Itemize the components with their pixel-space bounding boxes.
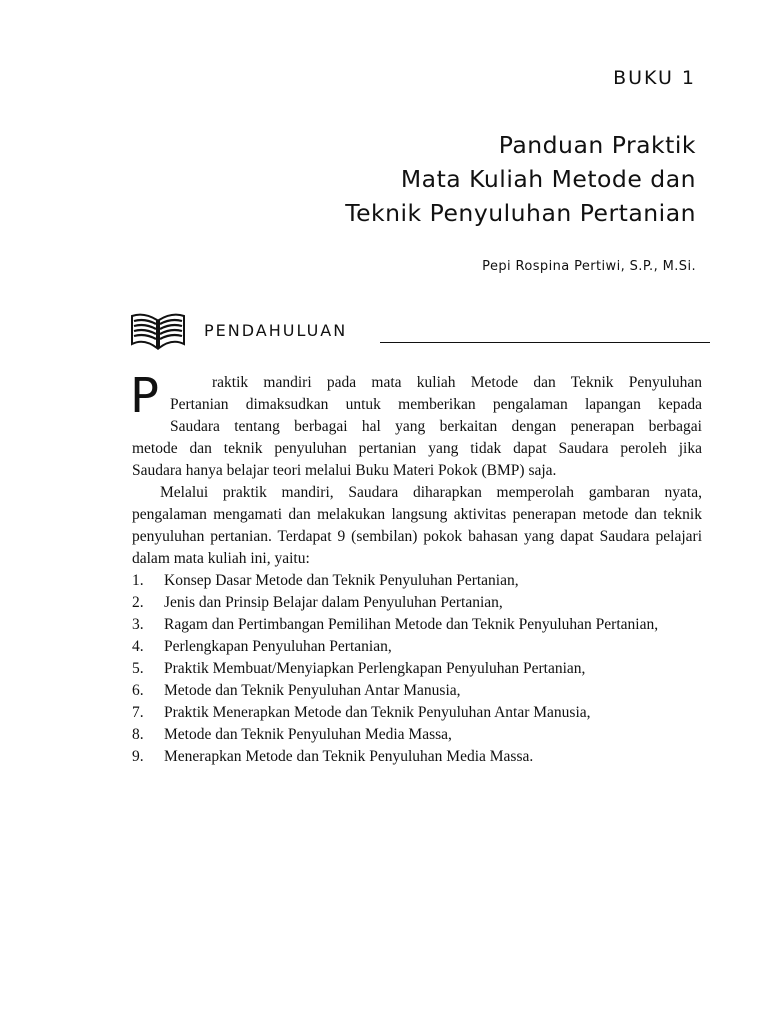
list-text: Konsep Dasar Metode dan Teknik Penyuluhan Pertanian, [164, 572, 519, 589]
list-item [132, 592, 702, 614]
paragraph-line: raktik mandiri pada mata kuliah Metode dan Teknik Penyuluhan [212, 374, 702, 391]
list-text: Ragam dan Pertimbangan Pemilihan Metode dan Teknik Penyuluhan Pertanian, [164, 616, 659, 633]
list-item [132, 570, 702, 592]
list-text: Metode dan Teknik Penyuluhan Antar Manusia, [164, 682, 461, 699]
paragraph-line: metode dan teknik penyuluhan pertanian yang tidak dapat Saudara peroleh jika [132, 440, 702, 457]
list-item [132, 614, 702, 636]
list-text: Menerapkan Metode dan Teknik Penyuluhan Media Massa. [164, 748, 534, 765]
list-number: 6. [132, 682, 144, 699]
list-number: 9. [132, 748, 144, 765]
title-line: Mata Kuliah Metode dan [400, 165, 696, 193]
list-text: Perlengkapan Penyuluhan Pertanian, [164, 638, 392, 655]
list-text: Praktik Membuat/Menyiapkan Perlengkapan Penyuluhan Pertanian, [164, 660, 586, 677]
list-text: Praktik Menerapkan Metode dan Teknik Penyuluhan Antar Manusia, [164, 704, 591, 721]
list-number: 1. [132, 572, 144, 589]
body-content [130, 368, 702, 768]
paragraph-line: Pertanian dimaksudkan untuk memberikan pengalaman lapangan kepada [170, 396, 702, 413]
list-text: Metode dan Teknik Penyuluhan Media Massa, [164, 726, 452, 743]
paragraph-line: Saudara tentang berbagai hal yang berkaitan dengan penerapan berbagai [170, 418, 702, 435]
list-number: 3. [132, 616, 144, 633]
section-divider [380, 342, 710, 343]
topic-list [132, 570, 702, 768]
list-number: 4. [132, 638, 144, 655]
list-text: Jenis dan Prinsip Belajar dalam Penyuluhan Pertanian, [164, 594, 503, 611]
list-item [132, 658, 702, 680]
paragraph-line: Saudara hanya belajar teori melalui Buku Materi Pokok (BMP) saja. [132, 462, 557, 479]
second-paragraph: Melalui praktik mandiri, Saudara diharapkan memperolah gambaran nyata, pengalaman mengamati dan melakukan langsung aktivitas penerapan metode dan teknik penyuluhan pertanian. Terdapat 9 (sembilan) pokok bahasan yang dapat Saudara pelajari dalam mata kuliah ini, yaitu: [132, 484, 702, 567]
list-number: 7. [132, 704, 144, 721]
title-line: Panduan Praktik [498, 131, 696, 159]
section-title: PENDAHULUAN [204, 321, 348, 340]
list-item [132, 702, 702, 724]
drop-cap: P [130, 368, 159, 424]
open-book-icon [130, 312, 186, 352]
list-number: 5. [132, 660, 144, 677]
author-name: Pepi Rospina Pertiwi, S.P., M.Si. [482, 259, 696, 274]
list-number: 8. [132, 726, 144, 743]
list-item [132, 746, 702, 768]
title-line: Teknik Penyuluhan Pertanian [345, 199, 696, 227]
list-item [132, 680, 702, 702]
list-number: 2. [132, 594, 144, 611]
book-label: BUKU 1 [613, 67, 696, 89]
list-item [132, 636, 702, 658]
section-header [130, 312, 710, 352]
list-item [132, 724, 702, 746]
intro-paragraph [130, 368, 702, 482]
document-title [345, 128, 696, 230]
